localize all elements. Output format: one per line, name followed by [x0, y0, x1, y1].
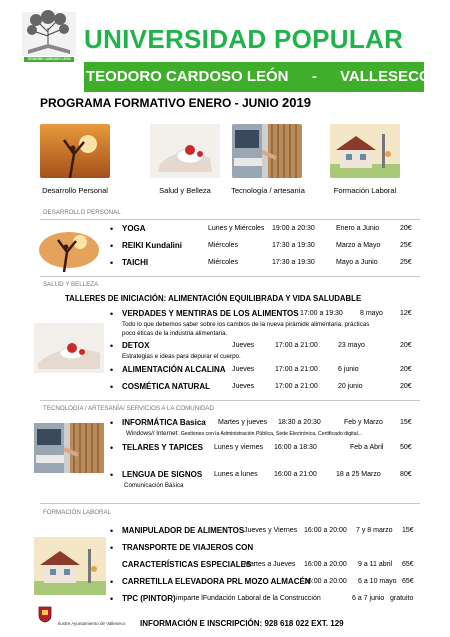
bullet: • [110, 241, 114, 251]
course-description: poco éticas de la industria alimentaria. [122, 330, 228, 337]
list-item: • YOGA Lunes y Miércoles 19:00 a 20:30 Enero a Junio 20€ [110, 224, 412, 234]
section-title-salud: SALUD Y BELLEZA [43, 281, 99, 288]
logo-caption: TEODORO CARDOSO LEÓN [27, 57, 71, 61]
list-item: • TAICHI Miércoles 17:30 a 19:30 Mayo a Junio 25€ [110, 258, 412, 268]
bullet: • [110, 341, 114, 351]
bullet: • [110, 309, 114, 319]
bullet: • [110, 526, 114, 536]
course-description: Estrategias e ideas para depurar el cuerpo. [122, 353, 241, 360]
list-item: CARACTERÍSTICAS ESPECIALES Martes a Jueves 16:00 a 20:00 9 a 11 abril 65€ [122, 560, 414, 569]
list-item: • TELARES Y TAPICES Lunes y viernes 16:00 a 18:30 Feb a Abril 50€ [110, 443, 412, 453]
section-divider [40, 219, 420, 220]
section-divider [40, 400, 420, 401]
bullet: • [110, 443, 114, 453]
section-title-tecnologia: TECNOLOGÍA / ARTESANÍA/ SERVICIOS A LA COMUNIDAD [43, 405, 215, 412]
bullet: • [110, 594, 114, 604]
course-description: Comunicación Básica [124, 482, 184, 489]
section-title-laboral: FORMACIÓN LABORAL [43, 509, 112, 516]
course-description: Todo lo que debemos saber sobre los cambios de la nueva pirámide alimentaria, prácticas [122, 321, 370, 328]
list-item: • VERDADES Y MENTIRAS DE LOS ALIMENTOS 17:00 a 19:30 8 mayo 12€ [110, 309, 412, 319]
section-divider [40, 503, 420, 504]
list-item: • TPC (PINTOR) imparte lFundación Laboral de la Construcción 6 a 7 junio gratuito [110, 594, 414, 604]
section-divider [40, 276, 420, 277]
category-label: Desarrollo Personal [42, 186, 108, 195]
list-item: • MANIPULADOR DE ALIMENTOS Jueves y Viernes 16:00 a 20:00 7 y 8 marzo 15€ [110, 526, 414, 536]
list-item: • COSMÉTICA NATURAL Jueves 17:00 a 21:00 20 junio 20€ [110, 382, 412, 392]
thumb-salud [34, 323, 104, 373]
section-title-desarrollo: DESARROLLO PERSONAL [43, 209, 121, 216]
bullet: • [110, 224, 114, 234]
page-title: UNIVERSIDAD POPULAR [84, 24, 404, 54]
title-bar [84, 62, 431, 92]
thumb-laboral [34, 537, 106, 595]
list-item: • ALIMENTACIÓN ALCALINA Jueves 17:00 a 21:00 6 junio 20€ [110, 365, 412, 375]
list-item: • TRANSPORTE DE VIAJEROS CON [110, 543, 254, 553]
thumb-desarrollo [34, 222, 104, 272]
image-formacion-laboral [330, 124, 400, 178]
course-description: Windows// Internet: Gestiones con la Administración Pública, Sede Electrónica, Certificado digital... [126, 430, 363, 437]
program-text: PROGRAMA FORMATIVO ENERO - JUNIO [40, 96, 279, 110]
category-label: Tecnología / artesanía [231, 186, 305, 195]
list-item: • REIKI Kundalini Miércoles 17:30 a 19:30 Marzo a Mayo 25€ [110, 241, 412, 251]
image-desarrollo-personal [40, 124, 110, 178]
image-tecnologia-artesania [232, 124, 302, 178]
list-item: • LENGUA DE SIGNOS Lunes a lunes 16:00 a 21:00 18 a 25 Marzo 80€ [110, 470, 412, 480]
bar-separator: - [312, 68, 317, 85]
bar-left-text: TEODORO CARDOSO LEÓN [86, 68, 289, 85]
list-item: • DETOX Jueves 17:00 a 21:00 23 mayo 20€ [110, 341, 412, 351]
program-year: 2019 [282, 95, 311, 110]
bullet: • [110, 365, 114, 375]
image-salud-belleza [150, 124, 220, 178]
coat-of-arms-icon [38, 605, 52, 623]
footer-contact: INFORMACIÓN E INSCRIPCIÓN: 928 618 022 EXT. 129 [140, 619, 344, 628]
category-label: Salud y Belleza [159, 186, 211, 195]
category-label: Formación Laboral [333, 186, 397, 195]
bullet: • [110, 543, 114, 553]
bullet: • [110, 258, 114, 268]
list-item: • CARRETILLA ELEVADORA PRL MOZO ALMACÉN 16:00 a 20:00 6 a 10 mayo 65€ [110, 577, 414, 587]
ayuntamiento-label: Ilustre Ayuntamiento de Valleseco [58, 621, 126, 626]
university-logo [18, 8, 80, 64]
program-heading [40, 95, 311, 110]
thumb-tecnologia [34, 423, 104, 473]
bullet: • [110, 418, 114, 428]
talleres-heading: TALLERES DE INICIACIÓN: ALIMENTACIÓN EQUILIBRADA Y VIDA SALUDABLE [65, 294, 362, 303]
bar-right-text: VALLESECO [340, 68, 431, 85]
bullet: • [110, 470, 114, 480]
bullet: • [110, 382, 114, 392]
bullet: • [110, 577, 114, 587]
list-item: • INFORMÁTICA Basica Martes y jueves 18:30 a 20:30 Feb y Marzo 15€ [110, 418, 412, 428]
